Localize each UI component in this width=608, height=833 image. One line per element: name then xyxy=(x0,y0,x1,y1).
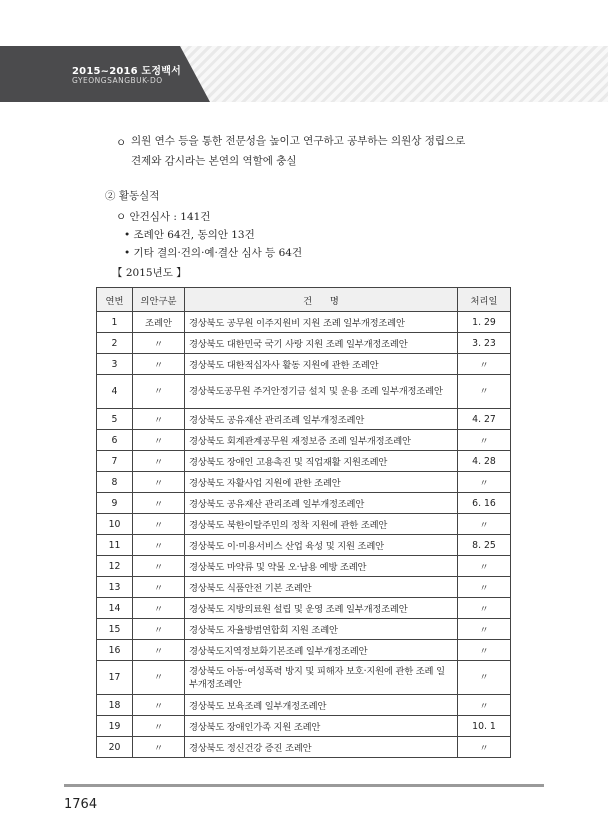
cell-name: 경상북도 북한이탈주민의 정착 지원에 관한 조례안 xyxy=(185,514,458,535)
cell-no: 2 xyxy=(97,333,133,354)
cell-no: 18 xyxy=(97,695,133,716)
cell-date: 〃 xyxy=(458,598,511,619)
cell-type: 〃 xyxy=(133,430,185,451)
cell-no: 16 xyxy=(97,640,133,661)
cell-name: 경상북도 아동·여성폭력 방지 및 피해자 보호·지원에 관한 조례 일부개정조례안 xyxy=(185,661,458,695)
cell-name: 경상북도 자활사업 지원에 관한 조례안 xyxy=(185,472,458,493)
table-row xyxy=(97,661,511,695)
table-row xyxy=(97,375,511,409)
table-row xyxy=(97,535,511,556)
cell-date: 〃 xyxy=(458,577,511,598)
cell-date: 4. 27 xyxy=(458,409,511,430)
cell-type: 〃 xyxy=(133,619,185,640)
table-row xyxy=(97,451,511,472)
table-row xyxy=(97,409,511,430)
cell-no: 6 xyxy=(97,430,133,451)
table-header-row xyxy=(97,288,511,312)
table-row xyxy=(97,472,511,493)
cell-type: 〃 xyxy=(133,472,185,493)
cell-date: 〃 xyxy=(458,514,511,535)
cell-no: 17 xyxy=(97,661,133,695)
cell-name: 경상북도 공유재산 관리조례 일부개정조례안 xyxy=(185,409,458,430)
cell-date: 1. 29 xyxy=(458,312,511,333)
cell-type: 〃 xyxy=(133,493,185,514)
cell-name: 경상북도 마약류 및 약물 오·남용 예방 조례안 xyxy=(185,556,458,577)
cell-no: 14 xyxy=(97,598,133,619)
table-row xyxy=(97,514,511,535)
table-body xyxy=(97,312,511,758)
cell-date: 〃 xyxy=(458,737,511,758)
cell-no: 5 xyxy=(97,409,133,430)
cell-no: 4 xyxy=(97,375,133,409)
cell-name: 경상북도공무원 주거안정기금 설치 및 운용 조례 일부개정조례안 xyxy=(185,375,458,409)
cell-type: 〃 xyxy=(133,556,185,577)
footer-rule xyxy=(64,784,544,787)
cell-type: 조례안 xyxy=(133,312,185,333)
cell-type: 〃 xyxy=(133,640,185,661)
intro-line-2: 견제와 감시라는 본연의 역할에 충실 xyxy=(131,155,297,167)
cell-name: 경상북도 보육조례 일부개정조례안 xyxy=(185,695,458,716)
cell-name: 경상북도 자율방범연합회 지원 조례안 xyxy=(185,619,458,640)
table-row xyxy=(97,577,511,598)
cell-no: 3 xyxy=(97,354,133,375)
cell-no: 15 xyxy=(97,619,133,640)
book-title: 2015~2016 도정백서 xyxy=(72,66,181,77)
cell-name: 경상북도 공무원 이주지원비 지원 조례 일부개정조례안 xyxy=(185,312,458,333)
cell-date: 〃 xyxy=(458,430,511,451)
cell-no: 10 xyxy=(97,514,133,535)
cell-date: 6. 16 xyxy=(458,493,511,514)
cell-type: 〃 xyxy=(133,737,185,758)
cell-no: 13 xyxy=(97,577,133,598)
column-header-type: 의안구분 xyxy=(133,288,185,312)
book-subtitle: GYEONGSANGBUK-DO xyxy=(72,76,163,85)
table-row xyxy=(97,312,511,333)
cell-type: 〃 xyxy=(133,598,185,619)
cell-date: 10. 1 xyxy=(458,716,511,737)
cell-name: 경상북도 정신건강 증진 조례안 xyxy=(185,737,458,758)
cell-date: 〃 xyxy=(458,375,511,409)
table-row xyxy=(97,430,511,451)
summary-item-other: • 기타 결의·건의·예·결산 심사 등 64건 xyxy=(124,247,303,259)
cell-name: 경상북도 이·미용서비스 산업 육성 및 지원 조례안 xyxy=(185,535,458,556)
cell-no: 7 xyxy=(97,451,133,472)
table-row xyxy=(97,640,511,661)
cell-no: 20 xyxy=(97,737,133,758)
cell-no: 12 xyxy=(97,556,133,577)
table-row xyxy=(97,493,511,514)
table-row xyxy=(97,598,511,619)
cell-name: 경상북도 회계관계공무원 재정보증 조례 일부개정조례안 xyxy=(185,430,458,451)
cell-date: 〃 xyxy=(458,619,511,640)
cell-name: 경상북도 대한민국 국기 사랑 지원 조례 일부개정조례안 xyxy=(185,333,458,354)
cell-date: 〃 xyxy=(458,556,511,577)
cell-type: 〃 xyxy=(133,716,185,737)
cell-type: 〃 xyxy=(133,577,185,598)
cell-no: 19 xyxy=(97,716,133,737)
column-header-name: 건 명 xyxy=(185,288,458,312)
cell-name: 경상북도 장애인가족 지원 조례안 xyxy=(185,716,458,737)
cell-type: 〃 xyxy=(133,661,185,695)
page-number: 1764 xyxy=(64,797,98,812)
intro-line-1: 의원 연수 등을 통한 전문성을 높이고 연구하고 공부하는 의원상 정립으로 xyxy=(131,135,466,147)
cell-type: 〃 xyxy=(133,333,185,354)
cell-date: 〃 xyxy=(458,661,511,695)
cell-type: 〃 xyxy=(133,354,185,375)
cell-type: 〃 xyxy=(133,451,185,472)
cell-name: 경상북도 식품안전 기본 조례안 xyxy=(185,577,458,598)
section-heading: ② 활동실적 xyxy=(105,190,160,202)
cell-no: 11 xyxy=(97,535,133,556)
cell-name: 경상북도 공유재산 관리조례 일부개정조례안 xyxy=(185,493,458,514)
cell-date: 〃 xyxy=(458,472,511,493)
cell-name: 경상북도 장애인 고용촉진 및 직업재활 지원조례안 xyxy=(185,451,458,472)
table-row xyxy=(97,619,511,640)
section-summary: ㅇ 안건심사 : 141건 xyxy=(116,211,211,223)
column-header-no: 연번 xyxy=(97,288,133,312)
table-row xyxy=(97,737,511,758)
table-row xyxy=(97,695,511,716)
table-row xyxy=(97,556,511,577)
cell-date: 4. 28 xyxy=(458,451,511,472)
cell-type: 〃 xyxy=(133,535,185,556)
cell-type: 〃 xyxy=(133,514,185,535)
cell-no: 8 xyxy=(97,472,133,493)
cell-date: 〃 xyxy=(458,640,511,661)
table-row xyxy=(97,333,511,354)
cell-type: 〃 xyxy=(133,409,185,430)
cell-name: 경상북도지역정보화기본조례 일부개정조례안 xyxy=(185,640,458,661)
cell-date: 〃 xyxy=(458,695,511,716)
intro-bullet: ㅇ xyxy=(116,137,127,149)
cell-date: 8. 25 xyxy=(458,535,511,556)
cell-type: 〃 xyxy=(133,695,185,716)
cell-name: 경상북도 대한적십자사 활동 지원에 관한 조례안 xyxy=(185,354,458,375)
cell-no: 1 xyxy=(97,312,133,333)
cell-date: 〃 xyxy=(458,354,511,375)
table-row xyxy=(97,354,511,375)
table-row xyxy=(97,716,511,737)
summary-item-ordinances: • 조례안 64건, 동의안 13건 xyxy=(124,229,255,241)
cell-no: 9 xyxy=(97,493,133,514)
cell-date: 3. 23 xyxy=(458,333,511,354)
column-header-date: 처리일 xyxy=(458,288,511,312)
bill-table xyxy=(96,287,511,758)
cell-type: 〃 xyxy=(133,375,185,409)
year-label: 【 2015년도 】 xyxy=(112,267,187,279)
cell-name: 경상북도 지방의료원 설립 및 운영 조례 일부개정조례안 xyxy=(185,598,458,619)
